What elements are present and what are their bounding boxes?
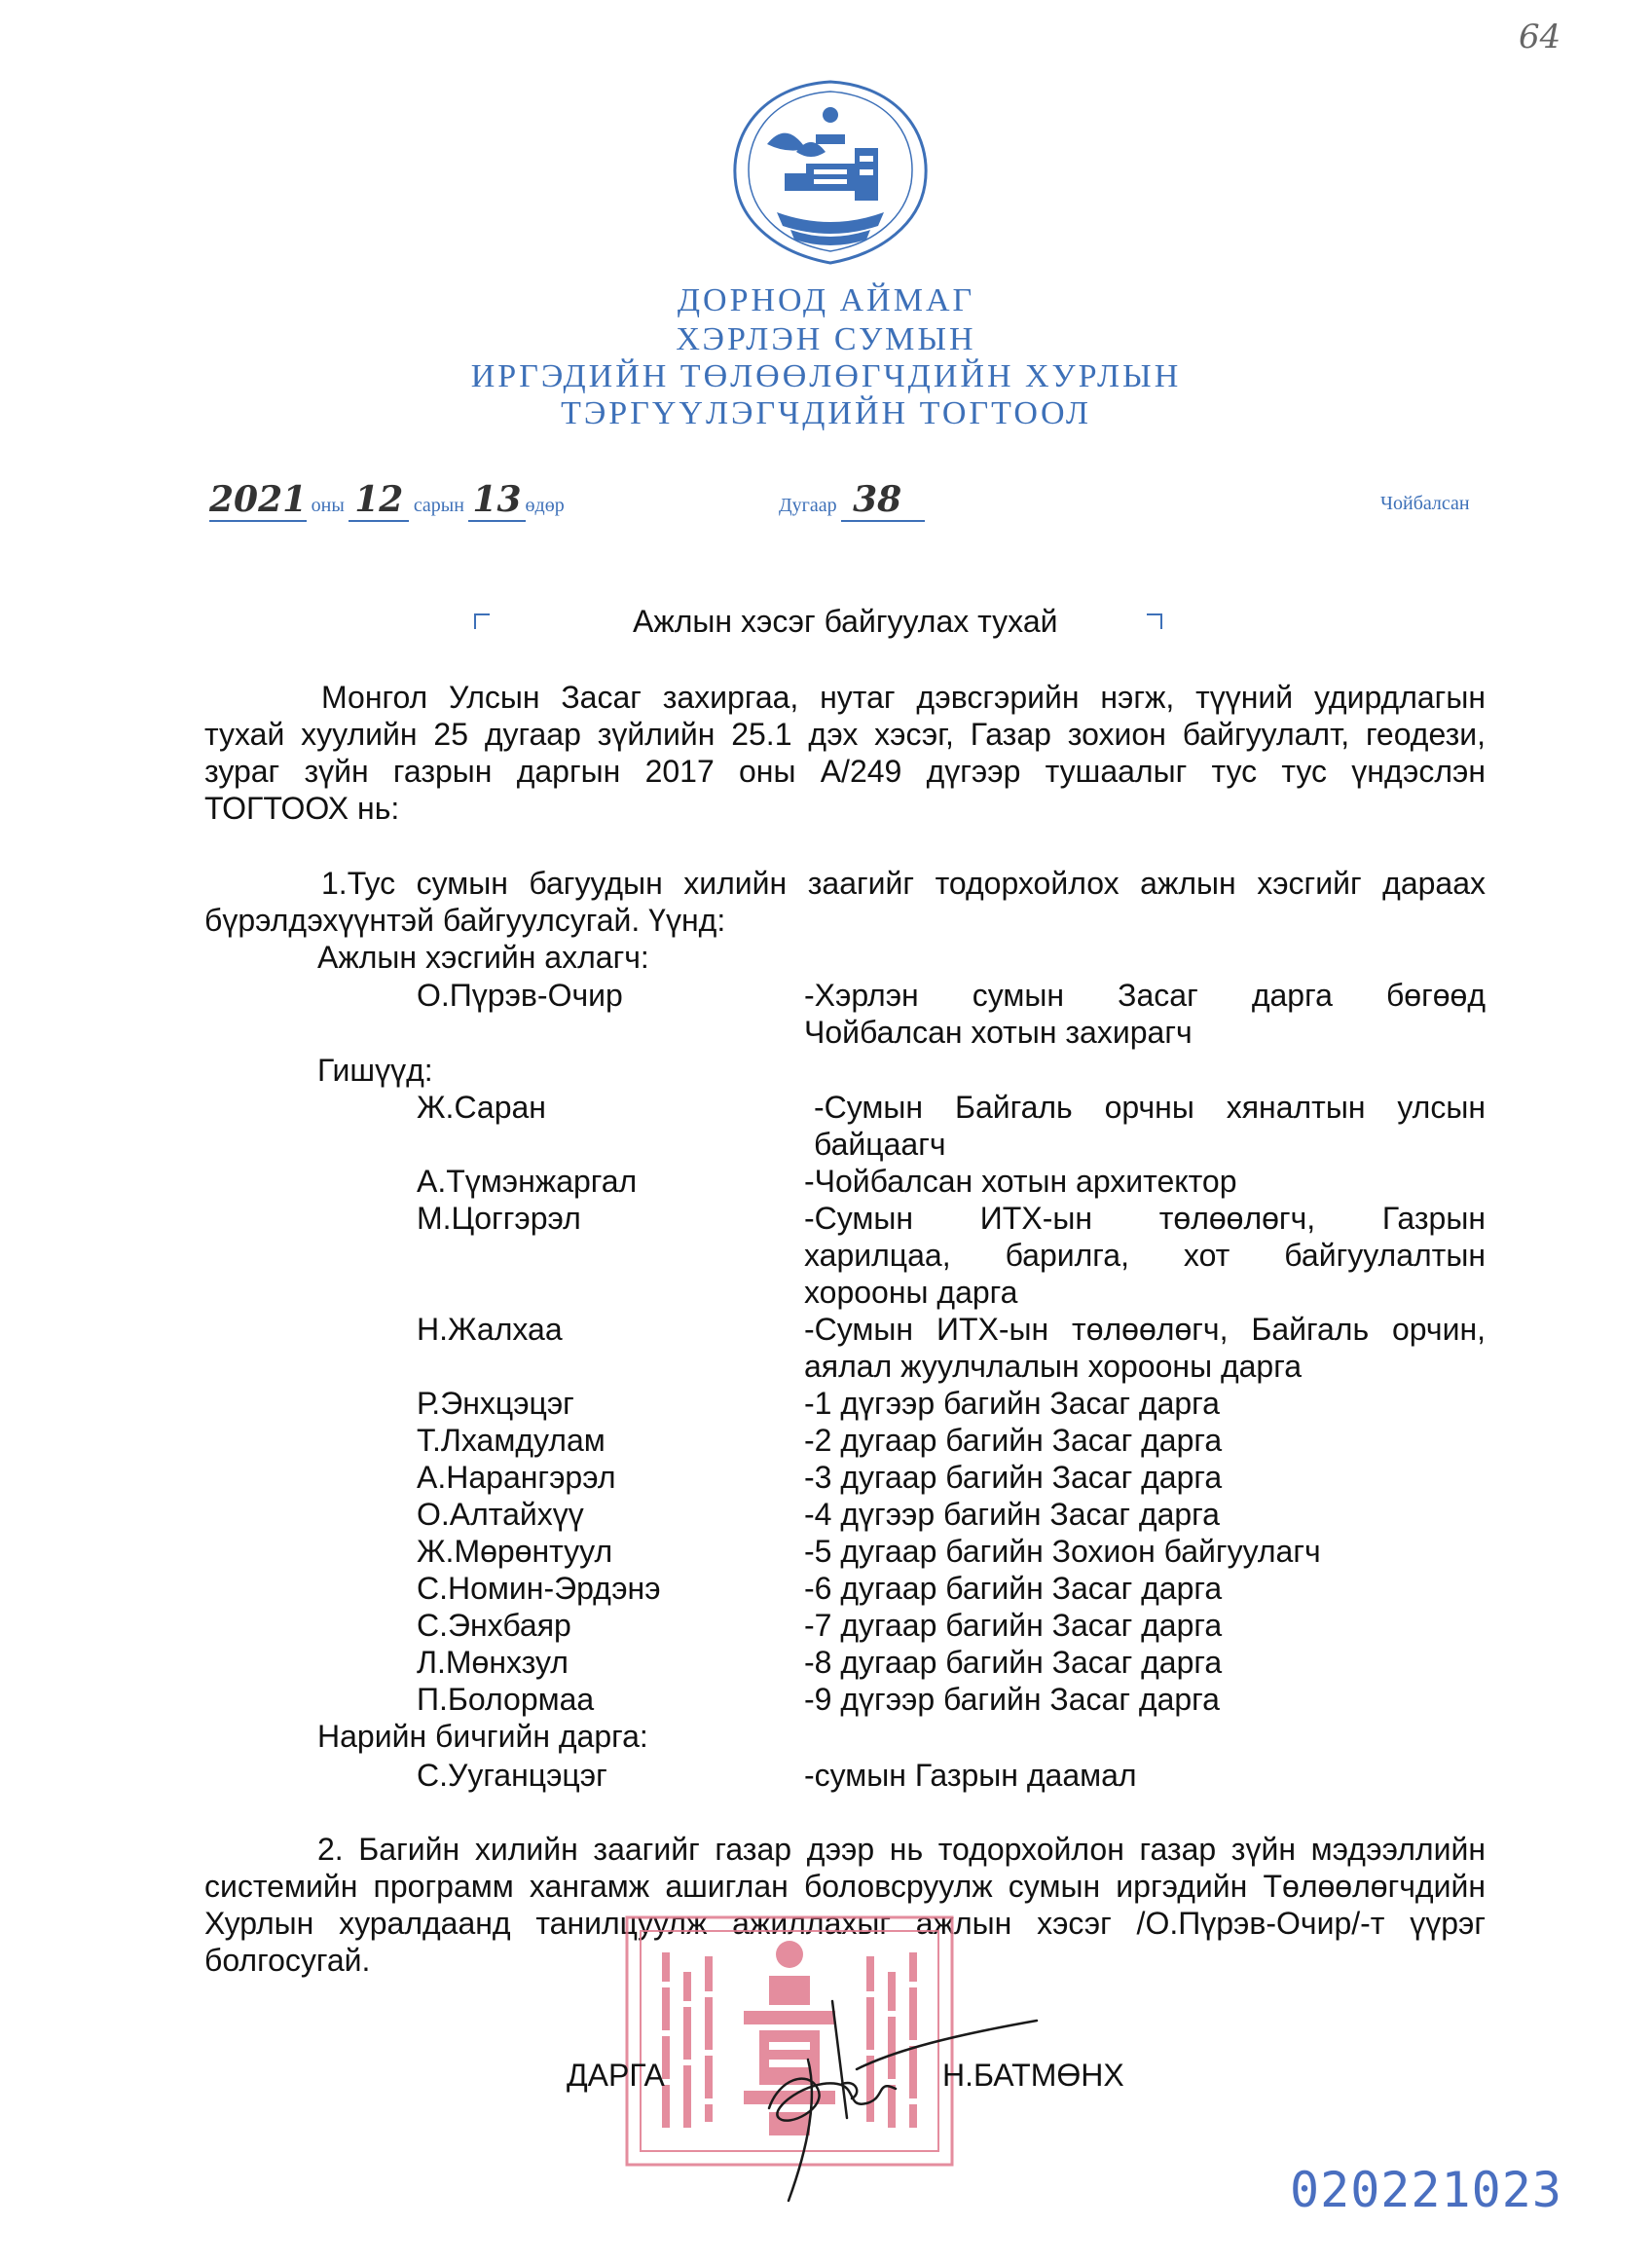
member-name: О.Алтайхүү [417,1497,584,1532]
member-name: С.Энхбаяр [417,1608,571,1643]
state-emblem [709,76,952,271]
header-hural: ИРГЭДИЙН ТӨЛӨӨЛӨГЧДИЙН ХУРЛЫН [470,358,1182,394]
member-role-cont: харилцаа, барилга, хот байгуулалтын [804,1238,1486,1273]
member-name: Р.Энхцэцэг [417,1386,574,1421]
member-name: А.Нарангэрэл [417,1460,616,1495]
place-name: Чойбалсан [1380,493,1470,514]
date-month-suffix: сарын [413,495,464,516]
member-name: П.Болормаа [417,1682,595,1717]
date-year: 2021 [209,479,308,520]
number-value: 38 [841,479,925,522]
member-name: М.Цоггэрэл [417,1201,581,1236]
paragraph-2-line-1: 1.Тус сумын багуудын хилийн заагийг тодорхойлох ажлын хэсгийг дараах [321,866,1486,901]
paragraph-1-line-1: Монгол Улсын Засаг захиргаа, нутаг дэвсгэрийн нэгж, түүний удирдлагын [321,680,1486,715]
signatory-name: Н.БАТМӨНХ [942,2058,1124,2093]
leader-label: Ажлын хэсгийн ахлагч: [317,940,649,975]
member-role-cont: аялал жуулчлалын хорооны дарга [804,1349,1302,1384]
member-role: -5 дугаар багийн Зохион байгуулагч [804,1534,1321,1569]
member-role: -Сумын ИТХ-ын төлөөлөгч, Байгаль орчин, [804,1312,1486,1347]
leader-role-line-1: -Хэрлэн сумын Засаг дарга бөгөөд [804,978,1486,1013]
serial-number: 020221023 [1290,2162,1562,2218]
paragraph-1-line-4: ТОГТООХ нь: [204,791,400,826]
header-aimag: ДОРНОД АЙМАГ [677,282,975,318]
member-role-cont: байцаагч [814,1127,946,1162]
member-name: А.Түмэнжаргал [417,1164,638,1199]
handwritten-signature [750,1982,1042,2206]
paragraph-2-line-2: бүрэлдэхүүнтэй байгуулсугай. Үүнд: [204,903,726,938]
member-role: -Сумын ИТХ-ын төлөөлөгч, Газрын [804,1201,1486,1236]
paragraph-3-line-2: системийн программ хангамж ашиглан боловсруулж сумын иргэдийн Төлөөлөгчдийн [204,1869,1486,1904]
title-corner-right [1147,613,1162,629]
member-role: -9 дүгээр багийн Засаг дарга [804,1682,1220,1717]
signature-title: ДАРГА [567,2058,665,2093]
leader-name: О.Пүрэв-Очир [417,978,623,1013]
member-role-cont: хорооны дарга [804,1275,1018,1310]
member-name: Л.Мөнхзул [417,1645,569,1680]
date-day: 13 [468,479,525,522]
member-name: Ж.Саран [417,1090,546,1125]
member-name: Н.Жалхаа [417,1312,563,1347]
date-line [209,479,565,518]
member-role: -Чойбалсан хотын архитектор [804,1164,1237,1199]
paragraph-3-line-1: 2. Багийн хилийн заагийг газар дээр нь тодорхойлон газар зүйн мэдээллийн [317,1832,1486,1867]
number-line [779,479,925,520]
number-label: Дугаар [779,495,837,516]
member-role: -1 дүгээр багийн Засаг дарга [804,1386,1220,1421]
member-role: -7 дугаар багийн Засаг дарга [804,1608,1223,1643]
page-number: 64 [1519,18,1561,56]
secretary-name: С.Ууганцэцэг [417,1758,607,1793]
member-name: Т.Лхамдулам [417,1423,606,1458]
paragraph-1-line-3: зураг зүйн газрын даргын 2017 оны А/249 дүгээр тушаалыг тус тус үндэслэн [204,754,1486,789]
leader-role-line-2: Чойбалсан хотын захирагч [804,1015,1193,1050]
date-day-suffix: өдөр [525,495,565,516]
date-month: 12 [349,479,409,522]
member-role: -Сумын Байгаль орчны хяналтын улсын [814,1090,1486,1125]
member-role: -4 дүгээр багийн Засаг дарга [804,1497,1220,1532]
document-title: Ажлын хэсэг байгуулах тухай [633,604,1058,639]
title-corner-left [474,613,490,629]
paragraph-3-line-3: Хурлын хуралдаанд танилцуулж ажиллахыг ажлын хэсэг /О.Пүрэв-Очир/-т үүрэг [204,1906,1486,1941]
secretary-label: Нарийн бичгийн дарга: [317,1719,648,1754]
secretary-role: -сумын Газрын даамал [804,1758,1137,1793]
members-label: Гишүүд: [317,1053,433,1088]
paragraph-3-line-4: болгосугай. [204,1943,371,1978]
header-togtool: ТЭРГҮҮЛЭГЧДИЙН ТОГТООЛ [561,395,1091,431]
member-role: -6 дугаар багийн Засаг дарга [804,1571,1223,1606]
member-role: -8 дугаар багийн Засаг дарга [804,1645,1223,1680]
member-name: Ж.Мөрөнтуул [417,1534,613,1569]
member-role: -3 дугаар багийн Засаг дарга [804,1460,1223,1495]
date-year-suffix: оны [311,495,345,516]
member-name: С.Номин-Эрдэнэ [417,1571,661,1606]
member-role: -2 дугаар багийн Засаг дарга [804,1423,1223,1458]
paragraph-1-line-2: тухай хуулийн 25 дугаар зүйлийн 25.1 дэх хэсэг, Газар зохион байгуулалт, геодези, [204,717,1486,752]
header-sum: ХЭРЛЭН СУМЫН [676,321,976,357]
